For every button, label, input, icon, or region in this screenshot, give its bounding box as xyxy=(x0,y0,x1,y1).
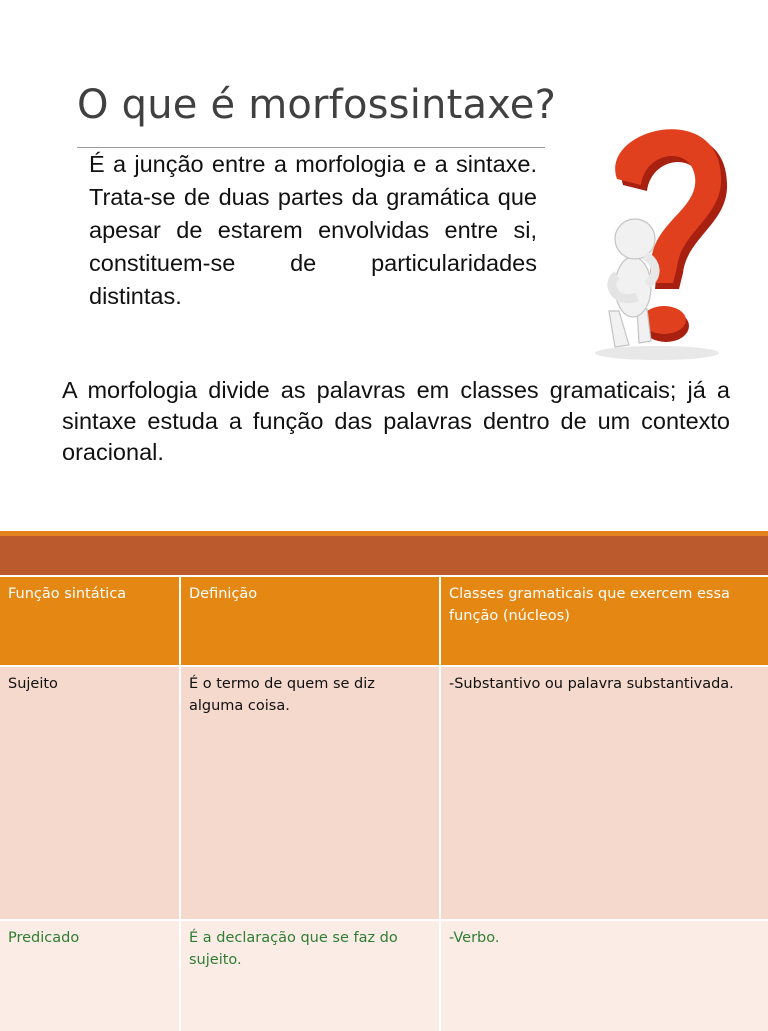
syntax-functions-table xyxy=(0,577,768,1031)
intro-text: É a junção entre a morfologia e a sintaxe. Trata-se de duas partes da gramática que apesar de estarem envolvidas entre si, constituem-se de particularidades distintas. xyxy=(89,151,537,309)
question-mark-figure-icon xyxy=(575,115,750,365)
table-cell-function: Sujeito xyxy=(0,667,179,919)
table-header-classes: Classes gramaticais que exercem essa função (núcleos) xyxy=(441,577,768,665)
table-header-definition: Definição xyxy=(181,577,439,665)
table-cell-classes: -Substantivo ou palavra substantivada. xyxy=(441,667,768,919)
table-cell-classes: -Verbo. xyxy=(441,921,768,1031)
morphology-syntax-paragraph: A morfologia divide as palavras em classes gramaticais; já a sintaxe estuda a função das palavras dentro de um contexto oracional. xyxy=(62,377,730,465)
table-cell-function: Predicado xyxy=(0,921,179,1031)
table-cell-definition: É o termo de quem se diz alguma coisa. xyxy=(181,667,439,919)
table-title-band xyxy=(0,536,768,575)
slide-title: O que é morfossintaxe? xyxy=(77,82,557,128)
table-cell-definition: É a declaração que se faz do sujeito. xyxy=(181,921,439,1031)
table-header-function: Função sintática xyxy=(0,577,179,665)
